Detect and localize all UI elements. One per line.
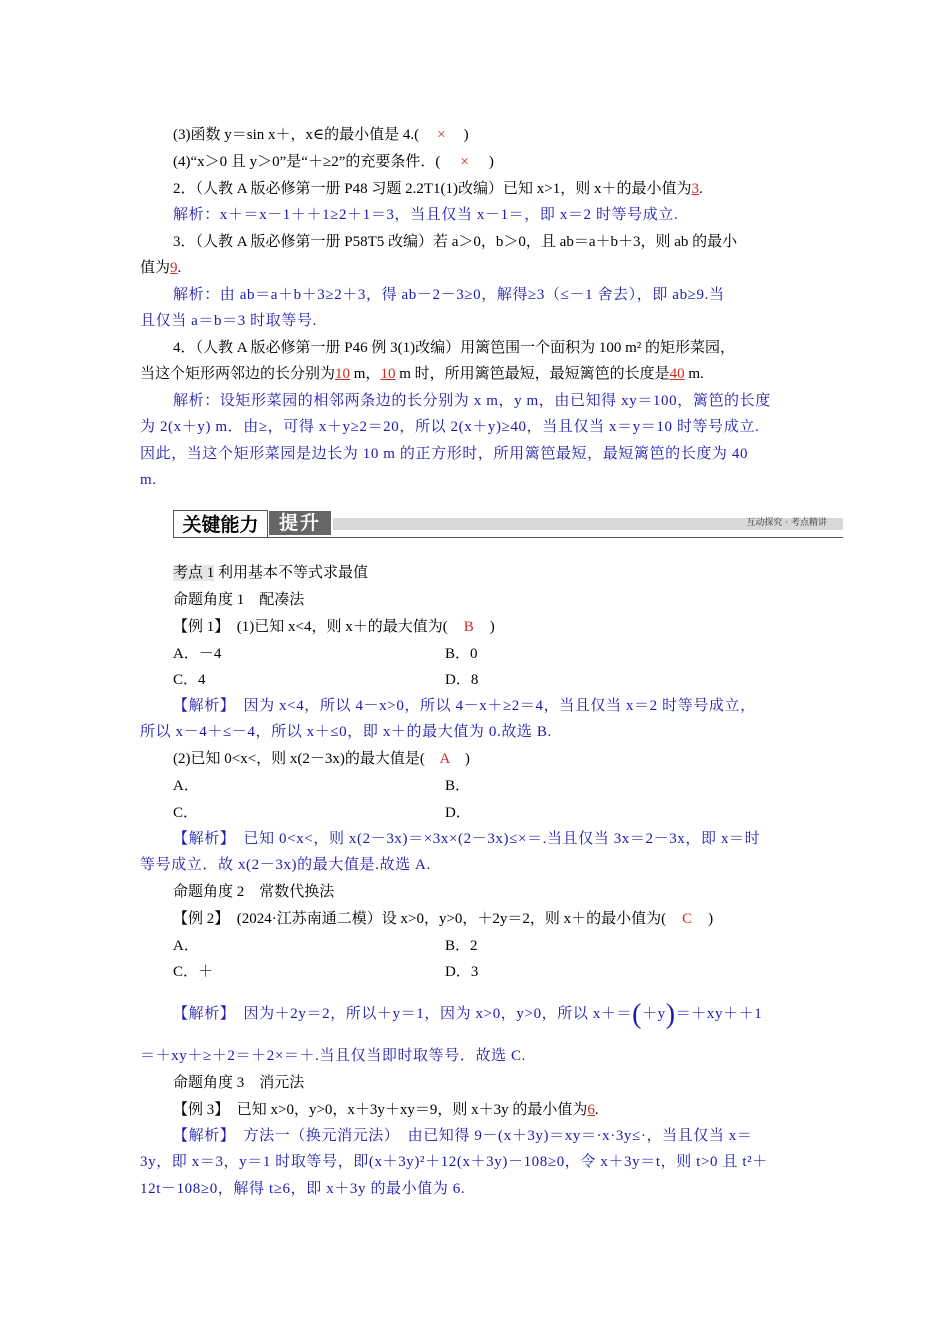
- option-d: D．8: [445, 672, 479, 688]
- solution-cont: 12t－108≥0，解得 t≥6，即 x＋3y 的最小值为 6.: [140, 1181, 466, 1197]
- angle-heading: 命题角度 1 配凑法: [173, 592, 305, 608]
- example-3: 【例 3】 已知 x>0，y>0，x＋3y＋xy＝9，则 x＋3y 的最小值为6.: [173, 1102, 599, 1118]
- option-d: D．: [445, 805, 471, 821]
- example-1-1: 【例 1】 (1)已知 x<4，则 x＋的最大值为( B ): [173, 619, 495, 635]
- cross-mark: ×: [460, 154, 469, 170]
- answer: 6: [587, 1102, 595, 1118]
- solution: 解析：由 ab＝a＋b＋3≥2＋3，得 ab－2－3≥0，解得≥3（≤－1 舍去），即 ab≥9.当: [173, 287, 725, 303]
- angle-heading: 命题角度 2 常数代换法: [173, 884, 335, 900]
- solution-cont: m.: [140, 472, 157, 488]
- solution: 【解析】 因为＋2y＝2，所以＋y＝1，因为 x>0，y>0，所以 x＋＝(＋y)＝＋xy＋＋1: [173, 999, 763, 1030]
- option-b: B．: [445, 778, 471, 794]
- option-c: C．: [173, 805, 199, 821]
- problem-4: 4．（人教 A 版必修第一册 P46 例 3(1)改编）用篱笆围一个面积为 100 m² 的矩形菜园，: [173, 340, 736, 356]
- banner-tag: 提升: [269, 511, 331, 535]
- solution-cont: 为 2(x＋y) m．由≥，可得 x＋y≥2＝20，所以 2(x＋y)≥40，当且仅当 x＝y＝10 时等号成立.: [140, 419, 760, 435]
- answer-choice: C: [682, 911, 693, 927]
- solution: 解析：设矩形菜园的相邻两条边的长分别为 x m，y m，由已知得 xy＝100，篱笆的长度: [173, 393, 771, 409]
- topic-heading: [173, 563, 368, 583]
- answer: 9: [170, 260, 178, 276]
- option-c: C．4: [173, 672, 206, 688]
- solution: 【解析】 因为 x<4，所以 4－x>0，所以 4－x＋≥2＝4，当且仅当 x＝2 时等号成立，: [173, 698, 756, 714]
- answer-choice: A: [439, 751, 451, 767]
- judge-item-3: (3)函数 y＝sin x＋，x∈的最小值是 4.( × ): [173, 127, 469, 143]
- topic-label: 考点 1: [173, 565, 215, 581]
- option-d: D．3: [445, 964, 479, 980]
- section-banner: [173, 510, 843, 538]
- option-b: B．0: [445, 646, 478, 662]
- answer: 3: [691, 181, 699, 197]
- example-1-2: (2)已知 0<x<，则 x(2－3x)的最大值是( A ): [173, 751, 470, 767]
- topic-title: 利用基本不等式求最值: [214, 565, 369, 581]
- solution: 【解析】 方法一（换元消元法） 由已知得 9－(x＋3y)＝xy＝·x·3y≤·，当且仅当 x＝: [173, 1128, 753, 1144]
- option-a: A．－4: [173, 646, 222, 662]
- solution-cont: 所以 x－4＋≤－4，所以 x＋≤0，即 x＋的最大值为 0.故选 B.: [140, 724, 552, 740]
- banner-subtitle: 互动探究 · 考点精讲: [746, 518, 827, 528]
- answer-choice: B: [463, 619, 474, 635]
- option-c: C．＋: [173, 964, 214, 980]
- problem-2: 2．（人教 A 版必修第一册 P48 习题 2.2T1(1)改编）已知 x>1，则 x＋的最小值为3.: [173, 181, 703, 197]
- solution: 解析：x＋＝x－1＋＋1≥2＋1＝3，当且仅当 x－1＝，即 x＝2 时等号成立.: [173, 207, 679, 223]
- answer: 10: [335, 366, 351, 382]
- solution-cont: 3y，即 x＝3，y＝1 时取等号，即(x＋3y)²＋12(x＋3y)－108≥0，令 x＋3y＝t，则 t>0 且 t²＋: [140, 1154, 768, 1170]
- angle-heading: 命题角度 3 消元法: [173, 1075, 305, 1091]
- answer: 40: [669, 366, 685, 382]
- banner-rule: [173, 537, 843, 538]
- solution: 【解析】 已知 0<x<，则 x(2－3x)＝×3x×(2－3x)≤×＝.当且仅当 3x＝2－3x，即 x＝时: [173, 831, 761, 847]
- option-a: A．: [173, 938, 199, 954]
- problem-3-cont: 值为9.: [140, 260, 182, 276]
- cross-mark: ×: [437, 127, 446, 143]
- answer: 10: [380, 366, 396, 382]
- option-a: A．: [173, 778, 199, 794]
- solution-cont: ＝＋xy＋≥＋2＝＋2×＝＋.当且仅当即时取等号．故选 C.: [140, 1048, 526, 1064]
- solution-cont: 且仅当 a＝b＝3 时取等号.: [140, 313, 317, 329]
- problem-4-cont: 当这个矩形两邻边的长分别为10 m，10 m 时，所用篱笆最短，最短篱笆的长度是40 m.: [140, 366, 704, 382]
- example-2: 【例 2】 (2024·江苏南通二模）设 x>0，y>0，＋2y＝2，则 x＋的最小值为( C ): [173, 911, 714, 927]
- banner-title: 关键能力: [173, 510, 268, 538]
- solution-cont: 因此，当这个矩形菜园是边长为 10 m 的正方形时，所用篱笆最短，最短篱笆的长度为 40: [140, 446, 749, 462]
- option-b: B．2: [445, 938, 478, 954]
- problem-3: 3．（人教 A 版必修第一册 P58T5 改编）若 a＞0，b＞0，且 ab＝a＋b＋3，则 ab 的最小: [173, 234, 738, 250]
- judge-item-4: (4)“x＞0 且 y＞0”是“＋≥2”的充要条件．( × ): [173, 154, 494, 170]
- solution-cont: 等号成立．故 x(2－3x)的最大值是.故选 A.: [140, 857, 431, 873]
